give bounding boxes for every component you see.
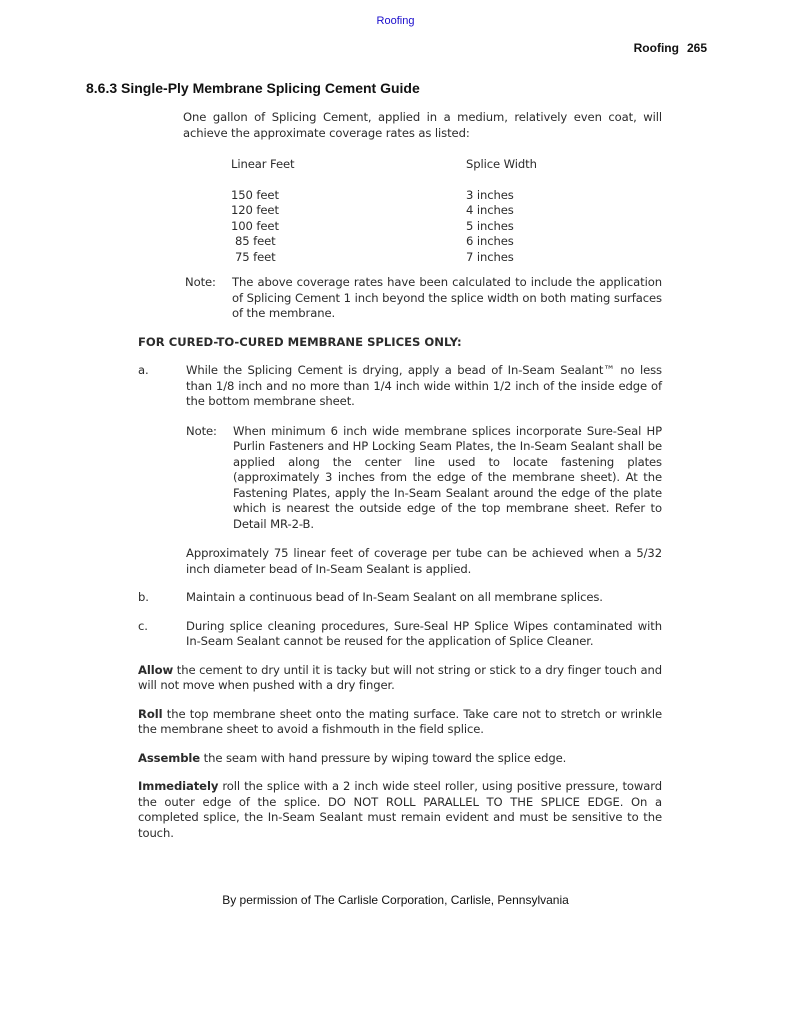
item-letter: b. — [138, 590, 149, 604]
lead-word: Assemble — [138, 750, 201, 765]
immediately-paragraph — [138, 779, 662, 841]
item-body — [186, 590, 662, 606]
coverage-note — [185, 275, 662, 322]
section-title: 8.6.3 Single-Ply Membrane Splicing Cement Guide — [86, 80, 420, 96]
page-number: 265 — [686, 41, 707, 55]
permission-credit: By permission of The Carlisle Corporation, Carlisle, Pennsylvania — [222, 893, 569, 907]
item-body — [186, 363, 662, 577]
intro-paragraph: One gallon of Splicing Cement, applied in a medium, relatively even coat, will achieve the approximate coverage rates as listed: — [183, 110, 662, 140]
splice-width-cell: 6 inches — [466, 234, 514, 248]
splice-width-cell: 5 inches — [466, 218, 514, 233]
note-text: When minimum 6 inch wide membrane splices incorporate Sure-Seal HP Purlin Fasteners and HP Locking Seam Plates, the In-Seam Sealant shall be applied along the center line used to locate fastening plates (approximately 3 inches from the edge of the membrane sheet). At the Fastening Plates, apply the In-Seam Sealant around the edge of the plate which is nearest the outside edge of the top membrane sheet. Refer to Detail MR-2-B. — [233, 423, 662, 531]
note-text: The above coverage rates have been calculated to include the application of Splicing Cement 1 inch beyond the splice width on both mating surfaces of the membrane. — [232, 275, 662, 320]
roll-paragraph — [138, 707, 662, 738]
linear-feet-header: Linear Feet — [231, 157, 295, 171]
list-item-b — [138, 590, 662, 606]
roofing-top-link[interactable]: Roofing — [376, 15, 415, 27]
paragraph-text: the top membrane sheet onto the mating surface. Take care not to stretch or wrinkle the membrane sheet to avoid a fishmouth in the field splice. — [138, 706, 662, 736]
paragraph-text: the seam with hand pressure by wiping toward the splice edge. — [200, 750, 567, 765]
paragraph-text: roll the splice with a 2 inch wide steel roller, using positive pressure, toward the outer edge of the splice. DO NOT ROLL PARALLEL TO THE SPLICE EDGE. On a completed splice, the In-Seam Sealant must remain evident and must be sensitive to the touch. — [138, 779, 662, 840]
scanned-page-content — [138, 110, 662, 841]
splice-width-cell: 4 inches — [466, 203, 514, 217]
table-row — [231, 188, 537, 204]
splice-width-header: Splice Width — [466, 157, 537, 171]
linear-feet-cell: 150 feet — [231, 187, 279, 202]
item-text: During splice cleaning procedures, Sure-Seal HP Splice Wipes contaminated with In-Seam Sealant cannot be reused for the application of Splice Cleaner. — [186, 618, 662, 648]
lead-word: Immediately — [138, 779, 219, 793]
lead-word: Roll — [138, 706, 163, 721]
item-text: Maintain a continuous bead of In-Seam Sealant on all membrane splices. — [186, 590, 603, 604]
table-row — [231, 250, 537, 266]
note-label: Note: — [186, 423, 217, 438]
coverage-table-header-row — [231, 157, 537, 188]
item-text: While the Splicing Cement is drying, apply a bead of In-Seam Sealant™ no less than 1/8 inch and no more than 1/4 inch wide within 1/2 inch of the inside edge of the bottom membrane sheet. — [186, 363, 662, 408]
running-title: Roofing — [633, 41, 679, 55]
purlin-fastener-note — [186, 424, 662, 533]
item-letter: c. — [138, 618, 148, 633]
table-row — [231, 219, 537, 235]
linear-feet-cell: 100 feet — [231, 218, 279, 233]
linear-feet-cell: 85 feet — [235, 234, 276, 248]
coverage-per-tube-text: Approximately 75 linear feet of coverage per tube can be achieved when a 5/32 inch diameter bead of In-Seam Sealant is applied. — [186, 546, 662, 576]
paragraph-text: the cement to dry until it is tacky but will not string or stick to a dry finger touch and will not move when pushed with a dry finger. — [138, 662, 662, 692]
assemble-paragraph — [138, 751, 662, 767]
lead-word: Allow — [138, 662, 174, 677]
coverage-table — [231, 157, 537, 265]
table-row — [231, 234, 537, 250]
running-header — [634, 41, 707, 55]
table-row — [231, 203, 537, 219]
cured-splices-subheading: FOR CURED-TO-CURED MEMBRANE SPLICES ONLY: — [138, 334, 462, 349]
item-body — [186, 619, 662, 650]
splice-width-cell: 7 inches — [466, 249, 514, 264]
list-item-c — [138, 619, 662, 650]
linear-feet-cell: 120 feet — [231, 203, 279, 217]
note-label: Note: — [185, 275, 216, 289]
splice-width-cell: 3 inches — [466, 187, 514, 202]
allow-paragraph — [138, 663, 662, 694]
linear-feet-cell: 75 feet — [235, 249, 276, 264]
list-item-a — [138, 363, 662, 577]
item-letter: a. — [138, 363, 149, 377]
